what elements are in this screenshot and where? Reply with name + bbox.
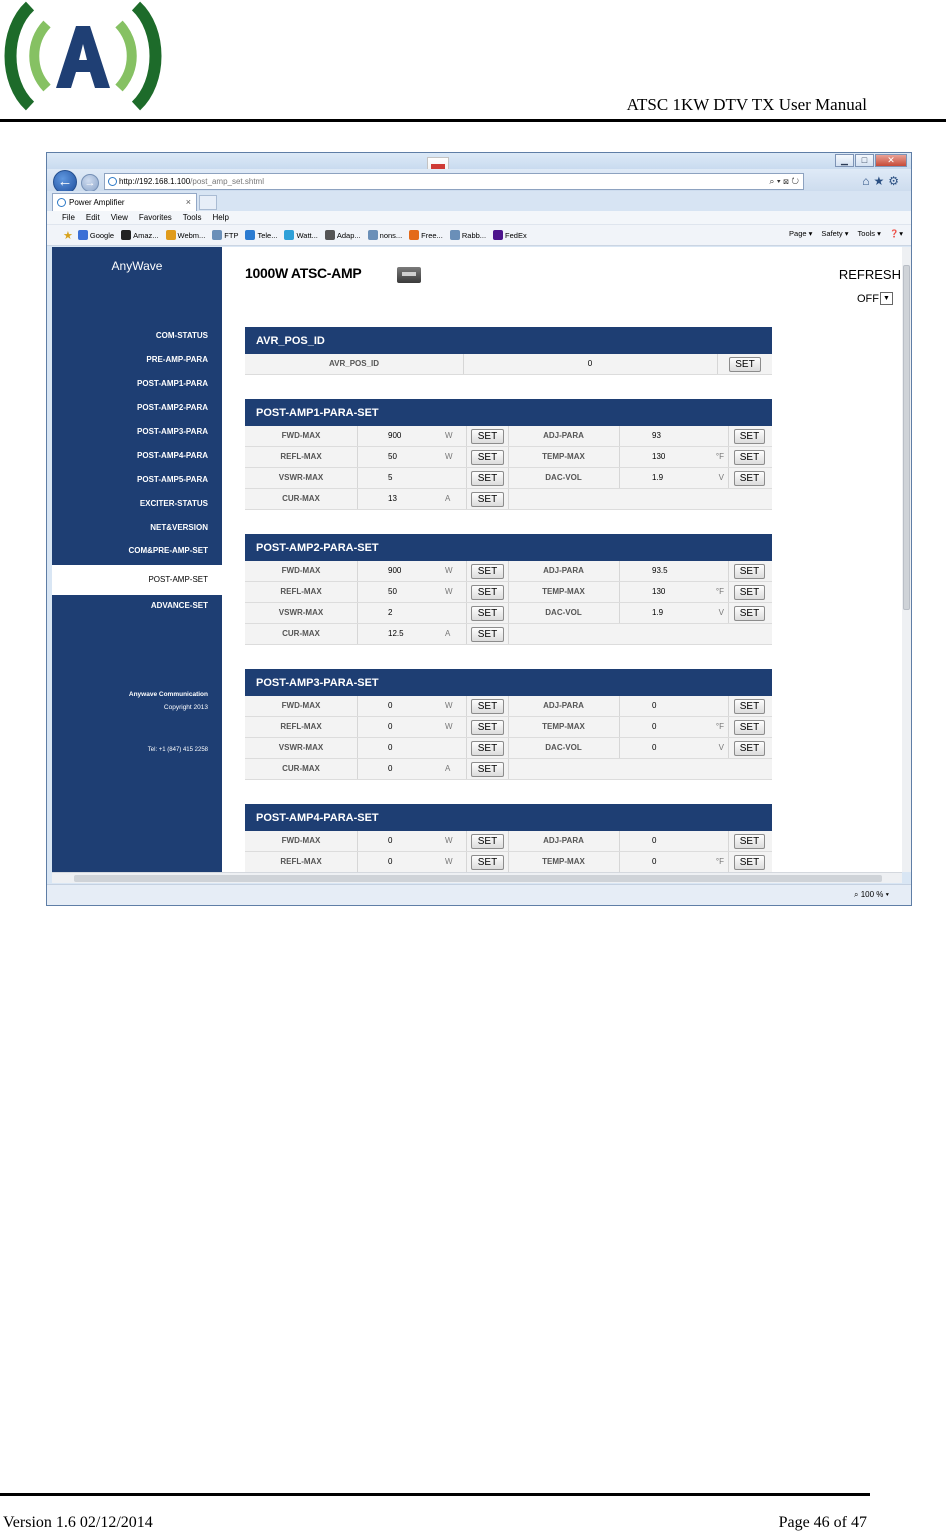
param-name: ADJ-PARA xyxy=(543,701,584,710)
set-button[interactable]: SET xyxy=(471,762,504,777)
column-divider xyxy=(728,831,729,851)
set-button[interactable]: SET xyxy=(471,564,504,579)
page-title: 1000W ATSC-AMP xyxy=(245,265,362,281)
param-unit: V xyxy=(718,608,724,617)
set-button[interactable]: SET xyxy=(471,606,504,621)
param-unit xyxy=(702,696,724,716)
param-row xyxy=(245,717,772,738)
favorite-icon xyxy=(284,230,294,240)
param-name: TEMP-MAX xyxy=(542,857,585,866)
favorite-icon xyxy=(121,230,131,240)
tab-title: Power Amplifier xyxy=(69,198,125,207)
param-value: 900 xyxy=(388,431,402,440)
column-divider xyxy=(357,603,358,623)
footer-rule xyxy=(0,1493,870,1496)
sidebar-item-com-status[interactable]: COM-STATUS xyxy=(155,331,208,340)
ie-tab-icon xyxy=(57,198,66,207)
column-divider xyxy=(466,717,467,737)
back-arrow-icon[interactable]: ← xyxy=(53,170,77,194)
param-row xyxy=(245,603,772,624)
param-name: REFL-MAX xyxy=(280,587,322,596)
favorite-label: Google xyxy=(89,230,115,240)
set-button[interactable]: SET xyxy=(729,357,761,372)
company-name: Anywave Communication xyxy=(128,691,208,698)
set-button[interactable]: SET xyxy=(734,699,765,714)
column-divider xyxy=(619,426,620,446)
param-name: DAC-VOL xyxy=(545,743,582,752)
favorite-icon xyxy=(409,230,419,240)
column-divider xyxy=(619,696,620,716)
favorite-item[interactable] xyxy=(493,230,527,240)
amp-panel-header: POST-AMP2-PARA-SET xyxy=(245,534,772,561)
param-name: REFL-MAX xyxy=(280,452,322,461)
set-button[interactable]: SET xyxy=(734,429,765,444)
amp-panel-header: POST-AMP3-PARA-SET xyxy=(245,669,772,696)
command-page[interactable]: Page ▾ xyxy=(789,229,813,238)
param-value: 0 xyxy=(388,857,393,866)
set-button[interactable]: SET xyxy=(734,606,765,621)
column-divider xyxy=(357,561,358,581)
column-divider xyxy=(357,426,358,446)
column-divider xyxy=(466,738,467,758)
param-row xyxy=(245,852,772,872)
favorite-item[interactable] xyxy=(409,230,443,240)
param-value: 900 xyxy=(388,566,402,575)
column-divider xyxy=(466,561,467,581)
param-unit: W xyxy=(445,566,453,575)
header-rule xyxy=(0,119,946,122)
set-button[interactable]: SET xyxy=(471,720,504,735)
param-name: TEMP-MAX xyxy=(542,722,585,731)
column-divider xyxy=(466,447,467,467)
favorite-label: Webm... xyxy=(177,230,206,240)
avr-pos-panel xyxy=(245,327,772,375)
set-button[interactable]: SET xyxy=(471,699,504,714)
horizontal-scrollbar[interactable] xyxy=(52,872,902,883)
param-value: 50 xyxy=(388,587,397,596)
favorite-icon xyxy=(245,230,255,240)
favorite-item[interactable] xyxy=(245,230,277,240)
param-row xyxy=(245,624,772,645)
column-divider xyxy=(508,624,509,644)
param-unit: W xyxy=(445,722,453,731)
column-divider xyxy=(466,696,467,716)
column-divider xyxy=(619,831,620,851)
param-name: FWD-MAX xyxy=(281,701,321,710)
param-value: 0 xyxy=(652,743,657,752)
column-divider xyxy=(728,852,729,872)
column-divider xyxy=(357,759,358,779)
set-button[interactable]: SET xyxy=(734,471,765,486)
param-unit: °F xyxy=(715,452,724,461)
column-divider xyxy=(357,624,358,644)
status-bar xyxy=(47,884,911,906)
column-divider xyxy=(357,831,358,851)
menu-help[interactable]: Help xyxy=(212,213,229,222)
param-row xyxy=(245,468,772,489)
param-name: REFL-MAX xyxy=(280,722,322,731)
amp-panel-1 xyxy=(245,399,772,510)
set-button[interactable]: SET xyxy=(471,429,504,444)
sidebar xyxy=(52,247,222,872)
column-divider xyxy=(619,603,620,623)
column-divider xyxy=(466,603,467,623)
new-tab-button[interactable] xyxy=(199,195,217,210)
favorite-item[interactable] xyxy=(325,230,361,240)
favorite-item[interactable] xyxy=(166,230,206,240)
home-star-gear-icons[interactable]: ⌂★⚙ xyxy=(862,174,903,188)
column-divider xyxy=(357,852,358,872)
favorite-icon xyxy=(368,230,378,240)
set-button[interactable]: SET xyxy=(471,741,504,756)
param-unit: W xyxy=(445,857,453,866)
param-value: 93 xyxy=(652,431,661,440)
param-name: FWD-MAX xyxy=(281,566,321,575)
param-row xyxy=(245,696,772,717)
favorite-label: Tele... xyxy=(257,230,278,240)
set-button[interactable]: SET xyxy=(734,741,765,756)
refresh-value: OFF xyxy=(857,292,879,305)
column-divider xyxy=(466,831,467,851)
set-button[interactable]: SET xyxy=(471,492,504,507)
param-name: CUR-MAX xyxy=(282,494,320,503)
sidebar-item-pre-amp-para[interactable]: PRE-AMP-PARA xyxy=(146,355,208,364)
column-divider xyxy=(728,738,729,758)
menu-bar xyxy=(47,211,911,225)
column-divider xyxy=(357,468,358,488)
column-divider xyxy=(728,447,729,467)
command-tools[interactable]: Tools ▾ xyxy=(857,229,881,238)
param-value: 13 xyxy=(388,494,397,503)
column-divider xyxy=(466,852,467,872)
column-divider xyxy=(466,624,467,644)
param-name: CUR-MAX xyxy=(282,764,320,773)
param-value: 0 xyxy=(388,764,393,773)
refresh-select[interactable] xyxy=(857,292,893,305)
help-icon[interactable]: ❓▾ xyxy=(889,229,903,238)
param-name: CUR-MAX xyxy=(282,629,320,638)
favorite-icon xyxy=(450,230,460,240)
column-divider xyxy=(619,717,620,737)
column-divider xyxy=(508,489,509,509)
sidebar-item-exciter-status[interactable]: EXCITER-STATUS xyxy=(139,499,208,508)
column-divider xyxy=(728,603,729,623)
menu-tools[interactable]: Tools xyxy=(182,213,202,222)
param-unit: W xyxy=(445,452,453,461)
param-row xyxy=(245,426,772,447)
manual-title: ATSC 1KW DTV TX User Manual xyxy=(626,95,867,114)
scrollbar-thumb[interactable] xyxy=(74,875,882,882)
anywave-logo xyxy=(2,0,164,112)
sidebar-item-post-amp5-para[interactable]: POST-AMP5-PARA xyxy=(137,475,208,484)
favorite-item[interactable] xyxy=(212,230,238,240)
param-name: ADJ-PARA xyxy=(543,836,584,845)
param-unit: V xyxy=(718,473,724,482)
favorite-icon xyxy=(212,230,222,240)
column-divider xyxy=(466,759,467,779)
set-button[interactable]: SET xyxy=(471,471,504,486)
menu-favorites[interactable]: Favorites xyxy=(138,213,172,222)
param-name: VSWR-MAX xyxy=(278,743,324,752)
param-row xyxy=(245,582,772,603)
column-divider xyxy=(728,561,729,581)
set-button[interactable]: SET xyxy=(471,627,504,642)
param-name: DAC-VOL xyxy=(545,473,582,482)
favorite-item[interactable] xyxy=(450,230,486,240)
param-unit xyxy=(445,738,459,758)
set-button[interactable]: SET xyxy=(471,585,504,600)
ie-page-icon xyxy=(108,177,117,186)
set-button[interactable]: SET xyxy=(734,855,765,870)
address-host: http://192.168.1.100 xyxy=(119,177,191,186)
param-value: 0 xyxy=(652,701,657,710)
footer-page: Page 46 of 47 xyxy=(778,1514,867,1531)
param-unit xyxy=(702,831,724,851)
param-unit: °F xyxy=(715,722,724,731)
param-row xyxy=(245,738,772,759)
favorite-label: FTP xyxy=(224,230,239,240)
web-page xyxy=(52,247,908,872)
zoom-icon: ⌕ xyxy=(854,890,861,899)
set-button[interactable]: SET xyxy=(734,564,765,579)
address-row xyxy=(47,169,911,191)
forward-arrow-icon[interactable]: → xyxy=(81,174,99,192)
set-button[interactable]: SET xyxy=(734,585,765,600)
param-name: VSWR-MAX xyxy=(278,473,324,482)
param-value: 50 xyxy=(388,452,397,461)
favorite-icon xyxy=(493,230,503,240)
param-value: 0 xyxy=(388,722,393,731)
param-row xyxy=(245,489,772,510)
param-name: TEMP-MAX xyxy=(542,452,585,461)
param-value: 1.9 xyxy=(652,608,664,617)
favorite-item[interactable] xyxy=(368,230,403,240)
tab-row xyxy=(47,191,911,211)
favorite-label: Watt... xyxy=(296,230,318,240)
sidebar-item-post-amp2-para[interactable]: POST-AMP2-PARA xyxy=(137,403,208,412)
column-divider xyxy=(357,738,358,758)
refresh-label: REFRESH xyxy=(838,267,901,282)
param-unit: °F xyxy=(715,857,724,866)
column-divider xyxy=(619,582,620,602)
favorite-label: Adap... xyxy=(336,230,361,240)
sidebar-brand: AnyWave xyxy=(111,259,163,273)
param-name: VSWR-MAX xyxy=(278,608,324,617)
amp-panel-3 xyxy=(245,669,772,780)
favorite-label: Rabb... xyxy=(461,230,487,240)
param-name: TEMP-MAX xyxy=(542,587,585,596)
sidebar-item-com-pre-amp-set[interactable]: COM&PRE-AMP-SET xyxy=(128,546,208,555)
browser-window xyxy=(46,152,912,906)
param-unit xyxy=(445,468,459,488)
avr-pos-header: AVR_POS_ID xyxy=(245,327,772,354)
param-unit: W xyxy=(445,587,453,596)
favorite-icon xyxy=(166,230,176,240)
param-name: ADJ-PARA xyxy=(543,566,584,575)
amp-panel-header: POST-AMP4-PARA-SET xyxy=(245,804,772,831)
favorites-star-icon[interactable]: ★ xyxy=(63,229,73,242)
favorite-item[interactable] xyxy=(78,230,114,240)
param-unit: W xyxy=(445,431,453,440)
avr-pos-field: AVR_POS_ID xyxy=(328,359,380,368)
tab-close-icon[interactable]: × xyxy=(185,197,191,207)
amp-panel-2 xyxy=(245,534,772,645)
minimize-icon[interactable]: ▁ xyxy=(835,154,854,167)
param-name: FWD-MAX xyxy=(281,431,321,440)
address-path: /post_amp_set.shtml xyxy=(190,177,264,186)
param-unit: A xyxy=(445,629,451,638)
param-value: 12.5 xyxy=(388,629,404,638)
amp-panel-4 xyxy=(245,804,772,872)
set-button[interactable]: SET xyxy=(734,450,765,465)
set-button[interactable]: SET xyxy=(734,834,765,849)
column-divider xyxy=(508,759,509,779)
menu-edit[interactable]: Edit xyxy=(85,213,100,222)
set-button[interactable]: SET xyxy=(471,450,504,465)
param-unit xyxy=(702,426,724,446)
param-unit xyxy=(702,561,724,581)
param-value: 0 xyxy=(388,701,393,710)
column-divider xyxy=(619,468,620,488)
param-unit: °F xyxy=(715,587,724,596)
favorite-label: Free... xyxy=(421,230,443,240)
favorite-item[interactable] xyxy=(284,230,317,240)
set-button[interactable]: SET xyxy=(734,720,765,735)
scrollbar-thumb[interactable] xyxy=(903,265,910,610)
param-value: 2 xyxy=(388,608,393,617)
column-divider xyxy=(466,489,467,509)
column-divider xyxy=(357,717,358,737)
favorite-label: Amaz... xyxy=(133,230,159,240)
param-unit: W xyxy=(445,701,453,710)
param-value: 0 xyxy=(388,743,393,752)
column-divider xyxy=(357,582,358,602)
telephone: Tel: +1 (847) 415 2258 xyxy=(147,747,208,753)
column-divider xyxy=(619,447,620,467)
column-divider xyxy=(728,468,729,488)
param-name: FWD-MAX xyxy=(281,836,321,845)
param-unit: A xyxy=(445,764,451,773)
param-value: 1.9 xyxy=(652,473,664,482)
column-divider xyxy=(357,696,358,716)
zoom-level[interactable]: ⌕ 100 % ▾ xyxy=(854,890,889,899)
param-value: 93.5 xyxy=(652,566,668,575)
param-row xyxy=(245,759,772,780)
param-unit: V xyxy=(718,743,724,752)
column-divider xyxy=(728,582,729,602)
param-unit xyxy=(445,603,459,623)
sidebar-item-post-amp4-para[interactable]: POST-AMP4-PARA xyxy=(137,451,208,460)
avr-pos-row xyxy=(245,354,772,375)
vertical-scrollbar[interactable] xyxy=(902,247,911,872)
favorites-bar xyxy=(47,225,911,246)
title-bar xyxy=(47,153,911,169)
sidebar-item-post-amp3-para[interactable]: POST-AMP3-PARA xyxy=(137,427,208,436)
favorite-label: nons... xyxy=(379,230,403,240)
favorite-icon xyxy=(325,230,335,240)
favorite-label: FedEx xyxy=(505,230,527,240)
menu-view[interactable]: View xyxy=(110,213,128,222)
search-refresh-icons[interactable]: ⌕ ▾ ⊠ ↻ xyxy=(769,176,799,186)
column-divider xyxy=(717,354,718,374)
param-value: 130 xyxy=(652,587,666,596)
amp-panel-header: POST-AMP1-PARA-SET xyxy=(245,399,772,426)
param-unit: W xyxy=(445,836,453,845)
param-value: 130 xyxy=(652,452,666,461)
command-bar xyxy=(780,229,903,238)
param-row xyxy=(245,561,772,582)
param-value: 0 xyxy=(652,836,657,845)
column-divider xyxy=(728,696,729,716)
menu-file[interactable]: File xyxy=(62,213,75,222)
command-safety[interactable]: Safety ▾ xyxy=(821,229,849,238)
set-button[interactable]: SET xyxy=(471,855,504,870)
sidebar-item-advance-set[interactable]: ADVANCE-SET xyxy=(150,601,208,610)
sidebar-item-post-amp1-para[interactable]: POST-AMP1-PARA xyxy=(137,379,208,388)
set-button[interactable]: SET xyxy=(471,834,504,849)
column-divider xyxy=(619,561,620,581)
amplifier-device-icon xyxy=(397,267,421,283)
footer-version: Version 1.6 02/12/2014 xyxy=(3,1514,153,1531)
column-divider xyxy=(728,717,729,737)
param-value: 5 xyxy=(388,473,393,482)
param-value: 0 xyxy=(652,857,657,866)
column-divider xyxy=(357,489,358,509)
column-divider xyxy=(466,426,467,446)
column-divider xyxy=(357,447,358,467)
param-name: DAC-VOL xyxy=(545,608,582,617)
maximize-icon[interactable]: □ xyxy=(855,154,874,167)
param-row xyxy=(245,447,772,468)
close-icon[interactable]: ✕ xyxy=(875,154,907,167)
sidebar-item-post-amp-set[interactable]: POST-AMP-SET xyxy=(52,565,222,595)
param-name: REFL-MAX xyxy=(280,857,322,866)
column-divider xyxy=(466,582,467,602)
copyright: Copyright 2013 xyxy=(163,704,208,711)
tab-power-amplifier[interactable] xyxy=(52,193,197,211)
favorite-icon xyxy=(78,230,88,240)
param-value: 0 xyxy=(652,722,657,731)
column-divider xyxy=(466,468,467,488)
main-content xyxy=(222,247,908,872)
favorite-item[interactable] xyxy=(121,230,158,240)
column-divider xyxy=(619,738,620,758)
zoom-value: 100 % xyxy=(860,890,884,899)
param-value: 0 xyxy=(388,836,393,845)
param-unit: A xyxy=(445,494,451,503)
param-row xyxy=(245,831,772,852)
chevron-down-icon[interactable]: ▼ xyxy=(880,292,893,305)
sidebar-item-net-version[interactable]: NET&VERSION xyxy=(150,523,208,532)
column-divider xyxy=(728,426,729,446)
param-name: ADJ-PARA xyxy=(543,431,584,440)
avr-pos-value: 0 xyxy=(587,359,593,368)
column-divider xyxy=(619,852,620,872)
address-bar[interactable] xyxy=(104,173,804,190)
